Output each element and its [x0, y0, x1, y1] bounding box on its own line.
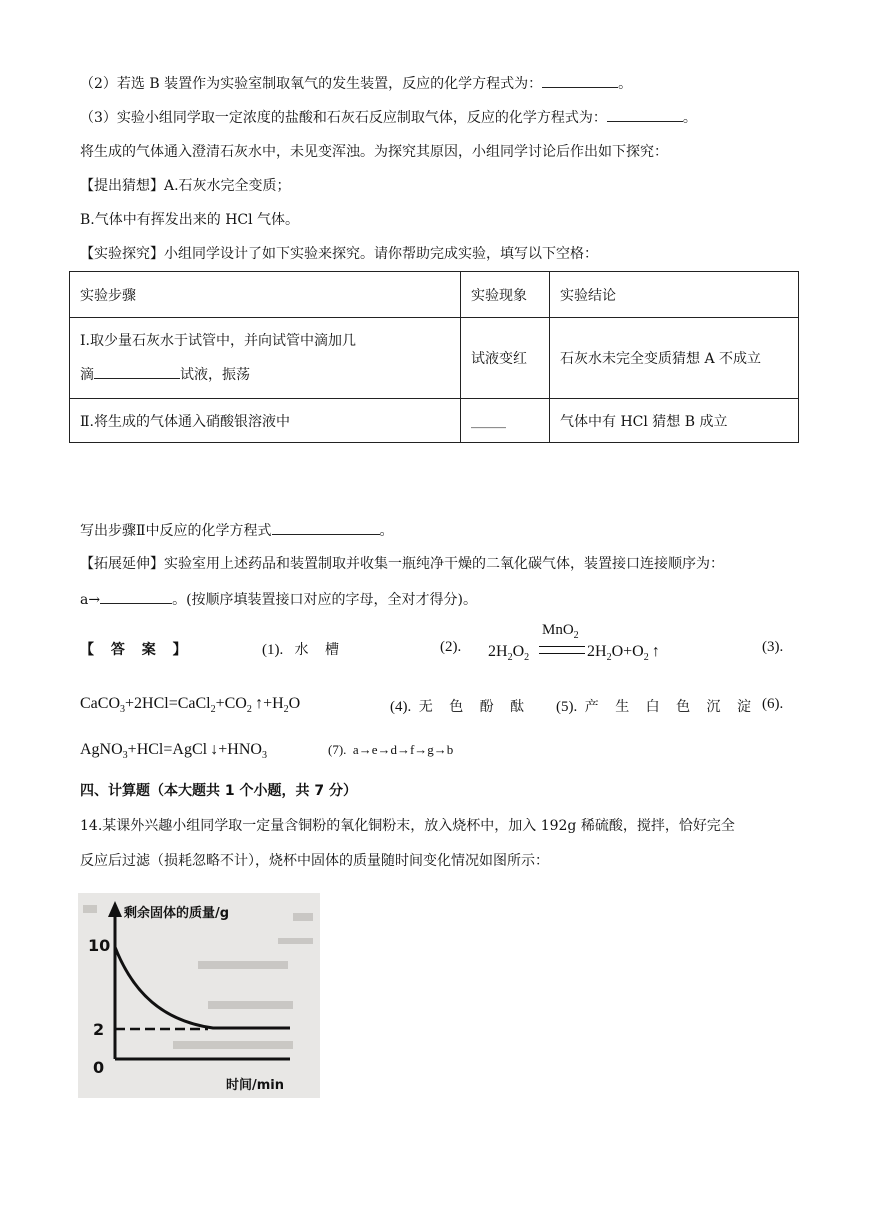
equation-equals — [539, 646, 585, 654]
hypothesis-a — [80, 176, 291, 196]
extension-order-line — [80, 589, 477, 610]
q2-end: 。 — [618, 76, 633, 92]
answer-4 — [390, 696, 530, 716]
experiment-tag: 【实验探究】 — [80, 246, 164, 262]
header-conclusion: 实验结论 — [550, 272, 799, 318]
reactant: $2H_2O_2$ — [488, 643, 530, 664]
x-axis-label: 时间/min — [226, 1078, 285, 1093]
extension-line — [80, 554, 724, 574]
answer-5-num: (5). — [556, 699, 578, 715]
row1-step — [70, 318, 461, 399]
answer-6-equation: AgNO$_3$+HCl=AgCl $↓+HNO_3$ — [80, 741, 267, 762]
answer-7-text: a→e→d→f→g→b — [352, 742, 454, 757]
answer-1-text: 水 槽 — [294, 642, 345, 658]
answer-6-num: (6). — [762, 696, 784, 712]
q3-end: 。 — [682, 110, 697, 126]
row2-step: Ⅱ.将生成的气体通入硝酸银溶液中 — [70, 399, 461, 443]
answer-4-text: 无 色 酚 酞 — [418, 699, 531, 715]
y-tick-0: 0 — [93, 1058, 105, 1077]
answer-2-num: (2). — [440, 639, 462, 655]
y-axis-label: 剩余固体的质量/g — [124, 906, 230, 921]
write-equation-text: 写出步骤Ⅱ中反应的化学方程式 — [80, 523, 272, 539]
answer-1 — [262, 639, 345, 659]
experiment-text: 小组同学设计了如下实验来探究。请你帮助完成实验，填写以下空格： — [164, 246, 598, 262]
q14-line-1: 14.某课外兴趣小组同学取一定量含铜粉的氧化铜粉末，放入烧杯中，加入 192g 稀硫酸，搅拌，恰好完全 — [80, 818, 735, 834]
write-equation-blank[interactable] — [272, 520, 380, 535]
q3-text: （3）实验小组同学取一定浓度的盐酸和石灰石反应制取气体，反应的化学方程式为： — [80, 110, 607, 126]
table-header-row — [70, 272, 799, 318]
row1-step-drops: 滴 — [80, 367, 94, 383]
q3-line — [80, 107, 697, 128]
extension-a: a→ — [80, 592, 101, 608]
extension-blank[interactable] — [100, 589, 172, 604]
graph-svg — [78, 893, 320, 1098]
header-phenomenon: 实验现象 — [461, 272, 550, 318]
products: $2H_2O+O_2$ ↑ — [587, 643, 660, 664]
answer-5-text: 产 生 白 色 沉 淀 — [584, 699, 758, 715]
catalyst-label: MnO$_2$ — [542, 622, 579, 641]
answer-7 — [328, 742, 453, 758]
answer-1-num: (1). — [262, 642, 284, 658]
hypothesis-a-text: A.石灰水完全变质； — [164, 178, 291, 194]
row1-step-line-a: Ⅰ.取少量石灰水于试管中，并向试管中滴加几 — [80, 333, 356, 349]
q3-blank[interactable] — [607, 107, 683, 122]
extension-note: 。(按顺序填装置接口对应的字母，全对才得分)。 — [172, 592, 478, 608]
hypothesis-tag: 【提出猜想】 — [80, 178, 164, 194]
row2-phenomenon[interactable]: _____ — [461, 399, 550, 443]
experiment-intro — [80, 244, 598, 264]
q2-text: （2）若选 B 装置作为实验室制取氧气的发生装置，反应的化学方程式为： — [80, 76, 543, 92]
row1-phenomenon: 试液变红 — [461, 318, 550, 399]
write-equation-line — [80, 520, 394, 541]
answer-label — [80, 639, 193, 659]
q14-line-2: 反应后过滤（损耗忽略不计），烧杯中固体的质量随时间变化情况如图所示： — [80, 853, 549, 869]
q2-blank[interactable] — [542, 73, 618, 88]
hypothesis-b: B.气体中有挥发出来的 HCl 气体。 — [80, 212, 300, 228]
answer-3-equation: $CaCO_3+2HCl=CaCl_2+CO_2$ $↑+H_2O$ — [80, 695, 301, 716]
answer-4-num: (4). — [390, 699, 412, 715]
answer-label-text: 【 答 案 】 — [80, 642, 193, 658]
row1-step-line-b — [80, 358, 450, 392]
table-row — [70, 318, 799, 399]
write-equation-end: 。 — [379, 523, 394, 539]
row2-conclusion: 气体中有 HCl 猜想 B 成立 — [550, 399, 799, 443]
answer-3-num: (3). — [762, 639, 784, 655]
mass-time-graph — [78, 893, 320, 1098]
section-heading: 四、计算题（本大题共 1 个小题，共 7 分） — [80, 783, 357, 799]
experiment-table — [69, 271, 799, 443]
extension-tag: 【拓展延伸】 — [80, 556, 164, 572]
y-tick-2: 2 — [93, 1020, 105, 1039]
table-row — [70, 399, 799, 443]
answer-5 — [556, 696, 757, 716]
paragraph-1: 将生成的气体通入澄清石灰水中，未见变浑浊。为探究其原因，小组同学讨论后作出如下探究： — [80, 144, 668, 160]
row1-conclusion: 石灰水未完全变质猜想 A 不成立 — [550, 318, 799, 399]
header-step: 实验步骤 — [70, 272, 461, 318]
answer-7-num: (7). — [328, 742, 347, 757]
row1-step-end: 试液，振荡 — [180, 367, 250, 383]
y-tick-10: 10 — [88, 936, 111, 955]
row1-blank[interactable] — [94, 364, 180, 379]
extension-text: 实验室用上述药品和装置制取并收集一瓶纯净干燥的二氧化碳气体，装置接口连接顺序为： — [164, 556, 724, 572]
q2-line — [80, 73, 632, 94]
